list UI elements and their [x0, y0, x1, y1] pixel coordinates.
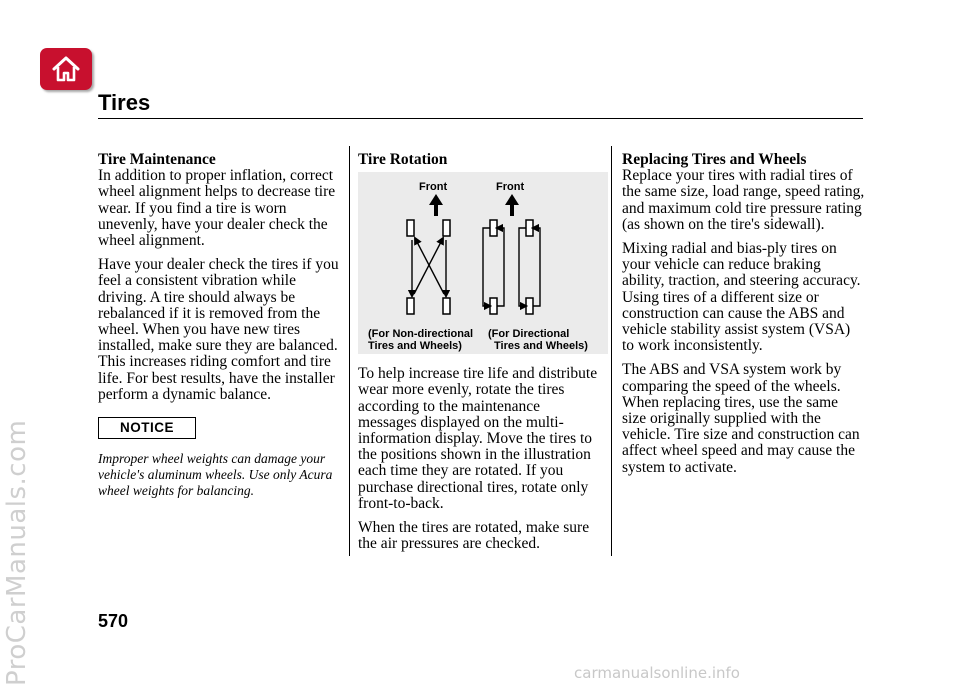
- page-number: 570: [98, 611, 129, 631]
- notice-badge: NOTICE: [98, 417, 196, 439]
- paragraph: Replace your tires with radial tires of the same size, load range, speed rating, and maximum cold tire pressure rating (as shown on the tire's sidewall).: [622, 167, 865, 233]
- heading-tire-maintenance: Tire Maintenance: [98, 151, 216, 168]
- page-title: Tires: [98, 90, 151, 115]
- caption-directional: Tires and Wheels): [494, 340, 588, 353]
- rotation-pattern-graphic: [358, 172, 608, 354]
- front-label: Front: [419, 181, 448, 194]
- caption-directional: (For Directional: [488, 328, 570, 341]
- paragraph: When the tires are rotated, make sure the air pressures are checked.: [358, 519, 590, 553]
- heading-tire-rotation: Tire Rotation: [358, 151, 448, 168]
- caption-non-directional: (For Non-directional: [368, 328, 474, 341]
- column-divider-1: [349, 146, 350, 556]
- side-watermark: ProCarManuals.com: [2, 419, 32, 686]
- paragraph: In addition to proper inflation, correct wheel alignment helps to decrease tire wear. If you find a tire is worn unevenly, have your dealer check the wheel alignment.: [98, 167, 336, 250]
- heading-replacing-tires: Replacing Tires and Wheels: [622, 151, 807, 168]
- caption-non-directional: Tires and Wheels): [368, 340, 462, 353]
- footer-watermark: carmanualsonline.info: [574, 664, 740, 682]
- column-replacing-tires: [622, 152, 866, 484]
- column-divider-2: [611, 146, 612, 556]
- paragraph: Have your dealer check the tires if you feel a consistent vibration while driving. A tire should always be rebalanced if it is removed from the wheel. When you have new tires installed, make sure they are balanced. This increases riding comfort and tire life. For best results, have the installer perform a dynamic balance.: [98, 256, 339, 403]
- paragraph: To help increase tire life and distribute wear more evenly, rotate the tires according to the maintenance messages displayed on the multi-information display. Move the tires to the positions shown in the illustration each time they are rotated. If you purchase directional tires, rotate only front-to-back.: [358, 365, 598, 512]
- paragraph: The ABS and VSA system work by comparing the speed of the wheels. When replacing tires, use the same size originally supplied with the vehicle. Tire size and construction can affect wheel speed and may cause the system to activate.: [622, 361, 860, 476]
- home-icon: [51, 55, 81, 83]
- paragraph: Mixing radial and bias-ply tires on your vehicle can reduce braking ability, traction, and steering accuracy. Using tires of a different size or construction can cause the ABS and vehicle stability assist system (VSA) to work inconsistently.: [622, 240, 861, 355]
- front-label: Front: [496, 181, 525, 194]
- title-divider: [98, 118, 863, 119]
- home-button[interactable]: [40, 48, 92, 90]
- notice-text: Improper wheel weights can damage your vehicle's aluminum wheels. Use only Acura wheel weights for balancing.: [98, 451, 333, 498]
- column-tire-maintenance: [98, 152, 340, 498]
- tire-rotation-diagram: [358, 172, 608, 354]
- column-tire-rotation: [358, 152, 602, 560]
